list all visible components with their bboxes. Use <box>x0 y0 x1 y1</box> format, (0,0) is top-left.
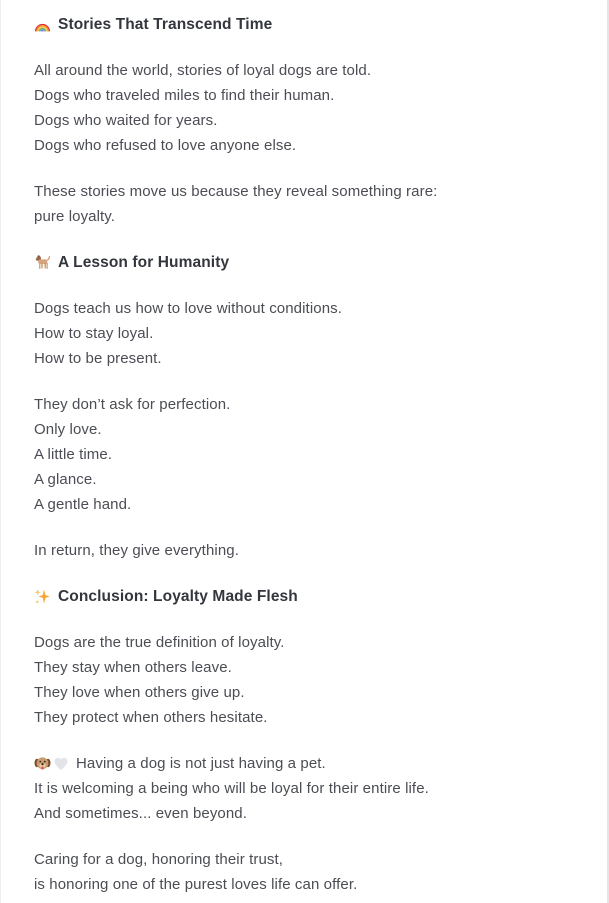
text-line: Dogs who traveled miles to find their human. <box>34 87 335 104</box>
text-line: A gentle hand. <box>34 496 132 513</box>
text-line: Dogs are the true definition of loyalty. <box>34 634 285 651</box>
section-title: A Lesson for Humanity <box>58 254 230 271</box>
text-line: Dogs teach us how to love without conditions. <box>34 300 343 317</box>
text-line: It is welcoming a being who will be loyal for their entire life. <box>34 780 429 797</box>
paragraph <box>34 751 587 826</box>
white-heart-icon <box>53 756 69 772</box>
section-heading-lesson <box>34 250 587 275</box>
paragraph <box>34 392 587 517</box>
section-title: Conclusion: Loyalty Made Flesh <box>58 588 298 605</box>
text-line: They protect when others hesitate. <box>34 709 268 726</box>
text-line: pure loyalty. <box>34 208 116 225</box>
text-line: These stories move us because they reveal something rare: <box>34 183 438 200</box>
text-line: Having a dog is not just having a pet. <box>76 755 326 772</box>
section-heading-conclusion <box>34 584 587 609</box>
dog-face-icon <box>34 755 51 772</box>
section-title: Stories That Transcend Time <box>58 16 273 33</box>
text-line: Dogs who waited for years. <box>34 112 218 129</box>
text-line: A little time. <box>34 446 113 463</box>
paragraph <box>34 847 587 897</box>
rainbow-icon <box>34 16 51 33</box>
text-line: They love when others give up. <box>34 684 245 701</box>
text-line: All around the world, stories of loyal dogs are told. <box>34 62 372 79</box>
text-line-with-emoji <box>34 751 587 776</box>
text-line: They stay when others leave. <box>34 659 232 676</box>
text-line: And sometimes... even beyond. <box>34 805 248 822</box>
text-line: They don’t ask for perfection. <box>34 396 231 413</box>
paragraph <box>34 179 587 229</box>
text-line: is honoring one of the purest loves life can offer. <box>34 876 358 893</box>
text-line: A glance. <box>34 471 97 488</box>
text-line: How to stay loyal. <box>34 325 154 342</box>
paragraph <box>34 630 587 730</box>
text-line: Caring for a dog, honoring their trust, <box>34 851 284 868</box>
paragraph <box>34 538 587 563</box>
text-line: Dogs who refused to love anyone else. <box>34 137 297 154</box>
text-line: In return, they give everything. <box>34 542 239 559</box>
text-line: How to be present. <box>34 350 162 367</box>
dog-icon <box>34 254 51 271</box>
sparkles-icon <box>34 588 51 605</box>
paragraph <box>34 58 587 158</box>
paragraph <box>34 296 587 371</box>
section-heading-stories <box>34 12 587 37</box>
text-line: Only love. <box>34 421 102 438</box>
